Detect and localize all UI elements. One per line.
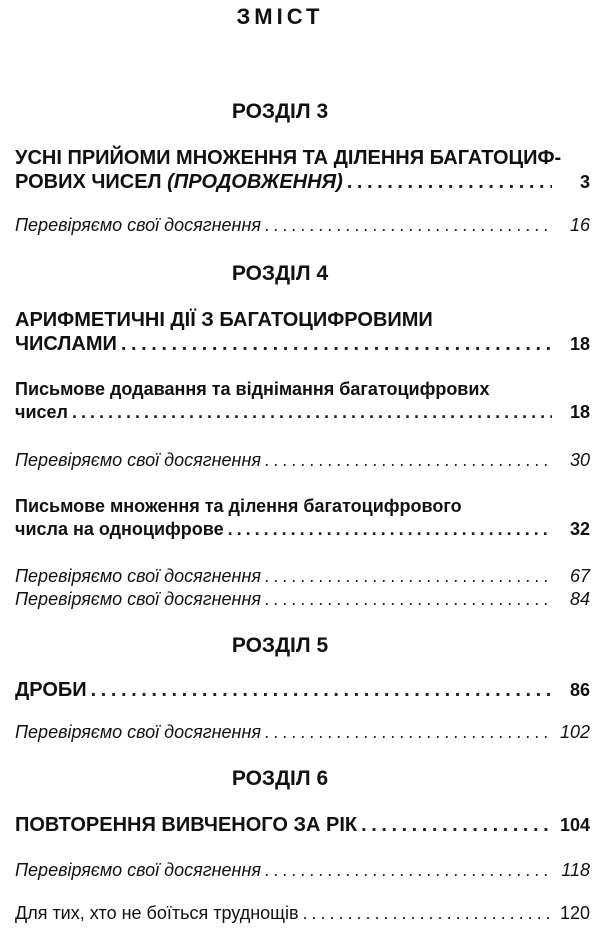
toc-entry-text: Перевіряємо свої досягнення xyxy=(15,722,261,742)
toc-entry-4-line2: чисел xyxy=(15,402,68,422)
page-number: 3 xyxy=(579,172,590,192)
page-number: 86 xyxy=(569,680,590,700)
toc-entry-text: Перевіряємо свої досягнення xyxy=(15,589,261,609)
toc-entry-3[interactable] xyxy=(15,333,590,361)
toc-entry-6-line2: числа на одноцифрове xyxy=(15,519,224,539)
toc-entry-text: ДРОБИ xyxy=(15,679,87,701)
leader-dots xyxy=(72,402,552,423)
page-number: 120 xyxy=(559,903,590,923)
toc-entry-text: Перевіряємо свої досягнення xyxy=(15,215,261,235)
leader-dots xyxy=(347,171,552,194)
toc-entry-8[interactable] xyxy=(15,589,590,617)
section-heading-4: РОЗДІЛ 4 xyxy=(231,262,329,285)
page-number: 18 xyxy=(569,402,590,422)
page-number: 104 xyxy=(559,815,590,835)
leader-dots xyxy=(91,679,552,702)
page-number: 84 xyxy=(569,589,590,609)
section-heading-5: РОЗДІЛ 5 xyxy=(231,634,329,657)
toc-entry-12[interactable] xyxy=(15,860,590,888)
page-number: 67 xyxy=(569,566,590,586)
page-number: 32 xyxy=(569,519,590,539)
toc-entry-1[interactable] xyxy=(15,171,590,199)
toc-entry-6-line1: Письмове множення та ділення багатоцифрового xyxy=(15,496,462,516)
toc-entry-1-line1: УСНІ ПРИЙОМИ МНОЖЕННЯ ТА ДІЛЕННЯ БАГАТОЦИФ- xyxy=(15,147,562,169)
leader-dots xyxy=(303,903,552,924)
toc-entry-3-line1: АРИФМЕТИЧНІ ДІЇ З БАГАТОЦИФРОВИМИ xyxy=(15,309,433,331)
toc-entry-text: Для тих, хто не боїться труднощів xyxy=(15,903,299,923)
toc-entry-4[interactable] xyxy=(15,402,590,430)
toc-entry-text: Перевіряємо свої досягнення xyxy=(15,860,261,880)
toc-entry-3-line2: ЧИСЛАМИ xyxy=(15,333,117,355)
leader-dots xyxy=(121,333,552,356)
toc-entry-5[interactable] xyxy=(15,450,590,478)
toc-entry-text: Перевіряємо свої досягнення xyxy=(15,450,261,470)
toc-entry-text: Перевіряємо свої досягнення xyxy=(15,566,261,586)
toc-entry-9[interactable] xyxy=(15,679,590,707)
toc-entry-1-line2: РОВИХ ЧИСЕЛ (ПРОДОВЖЕННЯ) xyxy=(15,171,343,193)
leader-dots xyxy=(265,589,552,610)
leader-dots xyxy=(228,519,552,540)
page-number: 16 xyxy=(569,215,590,235)
toc-entry-6[interactable] xyxy=(15,519,590,547)
leader-dots xyxy=(265,215,552,236)
section-heading-6: РОЗДІЛ 6 xyxy=(231,767,329,790)
section-heading-3: РОЗДІЛ 3 xyxy=(231,100,329,123)
page-title: ЗМІСТ xyxy=(236,4,324,29)
leader-dots xyxy=(361,814,552,837)
page-number: 118 xyxy=(561,860,590,880)
page-number: 102 xyxy=(559,722,590,742)
toc-entry-2[interactable] xyxy=(15,215,590,243)
toc-entry-4-line1: Письмове додавання та віднімання багатоцифрових xyxy=(15,379,490,399)
page-number: 30 xyxy=(569,450,590,470)
leader-dots xyxy=(265,860,552,881)
leader-dots xyxy=(265,566,552,587)
leader-dots xyxy=(265,450,552,471)
leader-dots xyxy=(265,722,552,743)
page-number: 18 xyxy=(569,334,590,354)
toc-entry-text: ПОВТОРЕННЯ ВИВЧЕНОГО ЗА РІК xyxy=(15,814,358,836)
toc-entry-13[interactable] xyxy=(15,903,590,931)
toc-entry-10[interactable] xyxy=(15,722,590,750)
toc-entry-11[interactable] xyxy=(15,814,590,842)
